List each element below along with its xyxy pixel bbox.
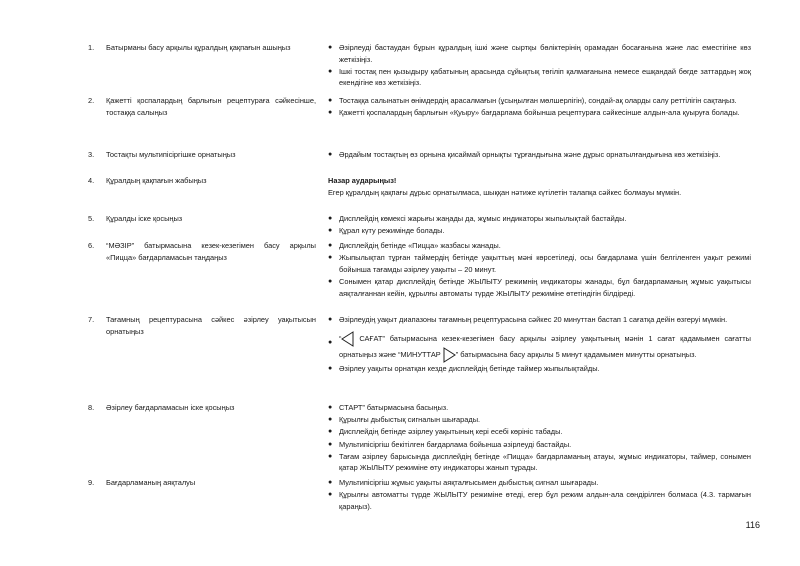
bullet-item: ● Қажетті қоспалардың барлығын «Қуыру» бағдарлама бойынша рецептураға сәйкесінше алдын-ала қуыруға болады. [328, 108, 740, 118]
bullet-icon: ● [328, 416, 333, 424]
bullet-icon: ● [328, 428, 333, 436]
right-arrow-icon [443, 347, 456, 363]
bullet-item: ● Құрылғы дыбыстық сигналын шығарады. [328, 415, 481, 425]
step-action: Әзірлеу бағдарламасын іске қосыңыз [106, 403, 235, 412]
bullet-item: ● Құрал күту режимінде болады. [328, 226, 445, 236]
page-number: 116 [745, 520, 760, 530]
bullet-item: ● СТАРТ” батырмасына басыңыз. [328, 403, 449, 412]
bullet-item: ● Тағам әзірлеу барысында дисплейдің бетінде «Пицца» бағдарламаның атауы, жұмыс индикаторы, таймер, сонымен қатар ЖЫЛЫТУ режиміне өту индикаторы жанып тұрады. [328, 451, 751, 473]
bullet-item: ● Әзірлеуді бастаудан бұрын құралдың ішкі және сыртқы бөліктерінің орамадан босағанына және лас еместігіне көз жеткізіңіз. [328, 43, 751, 64]
bullet-item: ● Әзірлеу уақыты орнатқан кезде дисплейдің бетінде таймер жыпылықтайды. [328, 364, 600, 374]
step-number: 4. [88, 176, 95, 185]
bullet-item: ● Жыпылықтап тұрған таймердің бетінде уақыттың мәні көрсетіледі, осы бағдарлама үшін белгіленген уақыт режимі бойынша тағамды әзірлеу уақыты – 20 минут. [328, 253, 751, 274]
bullet-icon: ● [328, 254, 333, 262]
step-action: Тостақты мультипісіргішке орнатыңыз [106, 150, 236, 159]
step-action: Құралдың қақпағын жабыңыз [106, 176, 207, 185]
bullet-icon: ● [328, 479, 333, 486]
bullet-item: ● Сонымен қатар дисплейдің бетінде ЖЫЛЫТУ режимнің индикаторы жанады, бұл бағдарламаның жұмыс уақытысы аяқталғаннан кейін, құрылғы автоматы түрде ЖЫЛЫТУ режиміне өтетіндігін білдіреді. [328, 276, 751, 298]
bullet-icon: ● [328, 227, 333, 235]
step-details [328, 314, 751, 375]
bullet-item: ● Әзірлеудің уақыт диапазоны тағамның рецептурасына сәйкес 20 минуттан бастап 1 сағатқа дейін өзгеруі мүмкін. [328, 315, 728, 324]
bullet-icon: ● [328, 365, 333, 373]
step-details [328, 42, 751, 90]
step-number: 8. [88, 403, 95, 412]
step-details [328, 149, 751, 161]
bullet-icon: ● [328, 338, 333, 346]
step-action: Бағдарламаның аяқталуы [106, 478, 196, 487]
step-number: 2. [88, 96, 95, 105]
step-details [328, 213, 751, 237]
bullet-item: ● Дисплейдің көмексі жарығы жаңады да, жұмыс индикаторы жыпылықтай бастайды. [328, 214, 627, 223]
step-details [328, 240, 751, 300]
bullet-item: ● Құрылғы автоматты түрде ЖЫЛЫТУ режиміне өтеді, егер бұл режим алдын-ала сөндірілген болмаса (4.3. тармағын қараңыз). [328, 490, 751, 511]
bullet-icon: ● [328, 215, 333, 222]
bullet-icon: ● [328, 452, 333, 460]
bullet-icon: ● [328, 242, 333, 249]
bullet-icon: ● [328, 67, 333, 75]
step-details [328, 477, 751, 513]
bullet-icon: ● [328, 109, 333, 117]
step-action: “МӘЗІР” батырмасына кезек-кезегімен басу арқылы «Пицца» бағдарламасын таңдаңыз [106, 241, 316, 262]
step-number: 3. [88, 150, 95, 159]
step-number: 9. [88, 478, 95, 487]
left-arrow-icon [341, 331, 354, 347]
bullet-icon: ● [328, 440, 333, 448]
note-text: Егер құралдың қақпағы дұрыс орнатылмаса, шыққан нәтиже күтілетін талапқа сәйкес болмауы мүмкін. [328, 187, 682, 197]
bullet-item: ● Тостаққа салынатын өнімдердің арасалмағын (ұсыңылған мөлшерлігін), сондай-ақ оларды салу реттілігін сақтаңыз. [328, 96, 737, 105]
bullet-item: ● Ішкі тостақ пен қызыдыру қабатының арасында сұйықтық төгіліп қалмағанына немесе ешқандай бөгде заттардың жоқ екендігіне көз жеткізіңіз. [328, 66, 751, 88]
bullet-item: ● Мультипісіргіш жұмыс уақыты аяқталғысымен дыбыстық сигнал шығарады. [328, 478, 599, 487]
bullet-item: ● Дисплейдің бетінде әзірлеу уақытының кері есебі көрініс табады. [328, 427, 563, 437]
step-number: 1. [88, 43, 95, 52]
step-action: Қажетті қоспалардың барлығын рецептураға сәйкесінше, тостаққа салыңыз [106, 96, 316, 117]
bullet-item: ● Дисплейдің бетінде «Пицца» жазбасы жанады. [328, 241, 501, 250]
bullet-icon: ● [328, 316, 333, 323]
step-number: 5. [88, 214, 95, 223]
bullet-icon: ● [328, 404, 333, 411]
step-details [328, 175, 751, 198]
step-number: 7. [88, 315, 95, 324]
bullet-item: ● Мультипісіргіш бекітілген бағдарлама бойынша әзірлеуді бастайды. [328, 439, 572, 449]
bullet-icon: ● [328, 97, 333, 104]
step-details [328, 95, 751, 119]
step-action: Батырманы басу арқылы құралдың қақпағын ашыңыз [106, 43, 291, 52]
bullet-item: ● “ САҒАТ” батырмасына кезек-кезегімен басу арқылы әзірлеу уақытының мәнін 1 сағат қадамымен сағатты орнатыңыз және “МИНУТТАР ” батырмасына басу арқылы 5 минут қадамымен минутты орнатыңыз. [328, 331, 751, 363]
note-title: Назар аударыңыз! [328, 176, 397, 185]
step-number: 6. [88, 241, 95, 250]
step-details [328, 402, 751, 475]
bullet-icon: ● [328, 44, 333, 51]
bullet-icon: ● [328, 151, 333, 158]
step-action: Тағамның рецептурасына сәйкес әзірлеу уақытысын орнатыңыз [106, 315, 316, 336]
step-action: Құралды іске қосыңыз [106, 214, 183, 223]
bullet-item: ● Әрдайым тостақтың өз орнына қисаймай орнықты тұрғандығына және дұрыс орнатылғандығына көз жеткізіңіз. [328, 150, 721, 159]
bullet-icon: ● [328, 277, 333, 285]
bullet-icon: ● [328, 491, 333, 499]
